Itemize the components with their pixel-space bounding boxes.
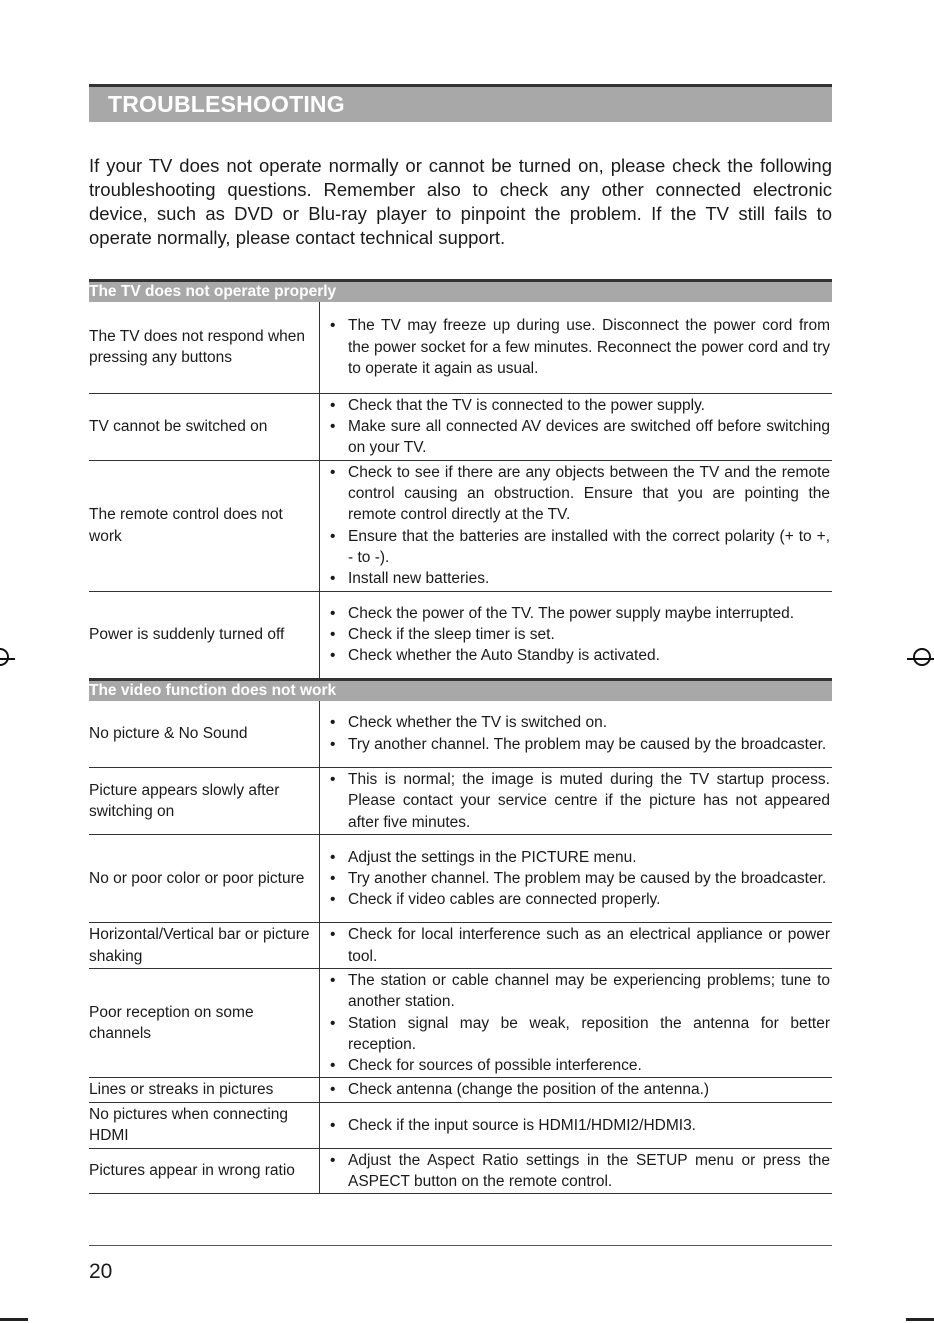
solution-text: Adjust the Aspect Ratio settings in the SETUP menu or press the ASPECT button on the remote control. — [348, 1151, 830, 1191]
solution-text: Make sure all connected AV devices are switched off before switching on your TV. — [348, 417, 830, 457]
solution-item — [330, 868, 830, 889]
problem-cell: Picture appears slowly after switching on — [89, 768, 320, 835]
solution-cell — [320, 1078, 833, 1102]
bullet-icon: • — [330, 1057, 336, 1075]
solution-item — [330, 526, 830, 569]
solution-list — [330, 1079, 830, 1100]
problem-cell: The TV does not respond when pressing any buttons — [89, 302, 320, 393]
solution-item — [330, 624, 830, 645]
bullet-icon: • — [330, 417, 336, 435]
solution-item — [330, 889, 830, 910]
solution-list — [330, 603, 830, 667]
solution-text: Try another channel. The problem may be caused by the broadcaster. — [348, 869, 827, 887]
bullet-icon: • — [330, 527, 336, 545]
bullet-icon: • — [330, 463, 336, 481]
table-row — [89, 835, 832, 923]
solution-text: Check if the sleep timer is set. — [348, 625, 555, 643]
solution-cell — [320, 923, 833, 969]
table-row — [89, 591, 832, 679]
problem-cell: No picture & No Sound — [89, 701, 320, 768]
section-title: The video function does not work — [89, 679, 832, 701]
solution-item — [330, 769, 830, 833]
solution-text: Station signal may be weak, reposition the antenna for better reception. — [348, 1014, 830, 1053]
table-row — [89, 969, 832, 1078]
bullet-icon: • — [330, 1116, 336, 1134]
solution-list — [330, 1150, 830, 1193]
solution-cell — [320, 591, 833, 679]
bullet-icon: • — [330, 714, 336, 732]
bullet-icon: • — [330, 396, 336, 414]
troubleshooting-table — [89, 279, 832, 1194]
bullet-icon: • — [330, 625, 336, 643]
table-row — [89, 1078, 832, 1102]
bullet-icon: • — [330, 604, 336, 622]
solution-text: Check that the TV is connected to the power supply. — [348, 396, 705, 414]
bullet-icon: • — [330, 647, 336, 665]
crop-mark-left — [0, 1318, 28, 1321]
problem-cell: Poor reception on some channels — [89, 969, 320, 1078]
solution-cell — [320, 701, 833, 768]
table-row — [89, 768, 832, 835]
problem-cell: The remote control does not work — [89, 460, 320, 591]
section-title: The TV does not operate properly — [89, 281, 832, 303]
section-header — [89, 679, 832, 701]
problem-cell: TV cannot be switched on — [89, 393, 320, 460]
bullet-icon: • — [330, 317, 336, 335]
bullet-icon: • — [330, 869, 336, 887]
solution-text: Ensure that the batteries are installed with the correct polarity (+ to +, - to -). — [348, 527, 830, 566]
solution-text: Check for sources of possible interference. — [348, 1057, 642, 1075]
solution-item — [330, 568, 830, 589]
table-row — [89, 460, 832, 591]
bullet-icon: • — [330, 848, 336, 866]
table-row — [89, 701, 832, 768]
bullet-icon: • — [330, 1014, 336, 1032]
problem-cell: Horizontal/Vertical bar or picture shaking — [89, 923, 320, 969]
solution-text: The station or cable channel may be experiencing problems; tune to another station. — [348, 972, 830, 1011]
table-row — [89, 923, 832, 969]
solution-text: Check if the input source is HDMI1/HDMI2/HDMI3. — [348, 1116, 696, 1134]
problem-cell: No pictures when connecting HDMI — [89, 1102, 320, 1148]
solution-list — [330, 847, 830, 911]
solution-text: Adjust the settings in the PICTURE menu. — [348, 848, 637, 866]
solution-text: Check to see if there are any objects between the TV and the remote control causing an obstruction. Ensure that you are pointing the remote control directly at the TV. — [348, 463, 830, 524]
solution-list — [330, 1115, 830, 1136]
crop-mark-right — [906, 1318, 934, 1321]
page-number: 20 — [89, 1260, 113, 1283]
bullet-icon: • — [330, 1081, 336, 1099]
solution-item — [330, 1055, 830, 1076]
solution-text: Check whether the TV is switched on. — [348, 714, 608, 732]
bullet-icon: • — [330, 570, 336, 588]
bullet-icon: • — [330, 1151, 336, 1169]
solution-item — [330, 847, 830, 868]
intro-paragraph: If your TV does not operate normally or cannot be turned on, please check the following troubleshooting questions. Remember also to check any other connected electronic device, such as DVD or Blu-ray player to pinpoint the problem. If the TV still fails to operate normally, please contact technical support. — [89, 155, 832, 248]
solution-item — [330, 603, 830, 624]
problem-cell: No or poor color or poor picture — [89, 835, 320, 923]
registration-mark-right — [907, 644, 934, 674]
solution-cell — [320, 393, 833, 460]
solution-text: Check antenna (change the position of the antenna.) — [348, 1081, 710, 1099]
solution-item — [330, 416, 830, 459]
solution-text: Check if video cables are connected properly. — [348, 891, 661, 909]
solution-text: The TV may freeze up during use. Disconnect the power cord from the power socket for a few minutes. Reconnect the power cord and try to operate it again as usual. — [348, 317, 830, 377]
solution-text: Check whether the Auto Standby is activated. — [348, 647, 660, 665]
problem-cell: Lines or streaks in pictures — [89, 1078, 320, 1102]
solution-list — [330, 462, 830, 590]
solution-list — [330, 970, 830, 1076]
solution-text: This is normal; the image is muted during the TV startup process. Please contact your service centre if the picture has not appeared after five minutes. — [348, 771, 830, 831]
solution-cell — [320, 969, 833, 1078]
table-row — [89, 1102, 832, 1148]
solution-item — [330, 712, 830, 733]
solution-item — [330, 1115, 830, 1136]
bullet-icon: • — [330, 771, 336, 789]
bullet-icon: • — [330, 972, 336, 989]
problem-cell: Pictures appear in wrong ratio — [89, 1148, 320, 1194]
bullet-icon: • — [330, 735, 336, 753]
solution-cell — [320, 768, 833, 835]
section-header — [89, 281, 832, 303]
solution-list — [330, 769, 830, 833]
solution-item — [330, 645, 830, 666]
solution-item — [330, 1013, 830, 1056]
solution-text: Try another channel. The problem may be caused by the broadcaster. — [348, 735, 827, 753]
solution-list — [330, 712, 830, 755]
solution-list — [330, 924, 830, 967]
problem-cell: Power is suddenly turned off — [89, 591, 320, 679]
solution-text: Check the power of the TV. The power supply maybe interrupted. — [348, 604, 795, 622]
solution-list — [330, 395, 830, 459]
solution-item — [330, 395, 830, 416]
table-row — [89, 302, 832, 393]
footer-divider — [89, 1245, 832, 1246]
solution-cell — [320, 460, 833, 591]
solution-item — [330, 462, 830, 526]
solution-item — [330, 924, 830, 967]
solution-list — [330, 315, 830, 379]
solution-cell — [320, 1102, 833, 1148]
solution-cell — [320, 835, 833, 923]
solution-cell — [320, 302, 833, 393]
solution-item — [330, 315, 830, 379]
solution-cell — [320, 1148, 833, 1194]
title-bar — [89, 84, 832, 122]
page-title: TROUBLESHOOTING — [108, 91, 345, 117]
bullet-icon: • — [330, 891, 336, 909]
table-row — [89, 393, 832, 460]
solution-item — [330, 1150, 830, 1193]
solution-item — [330, 734, 830, 755]
table-row — [89, 1148, 832, 1194]
bullet-icon: • — [330, 926, 336, 944]
solution-text: Install new batteries. — [348, 570, 490, 588]
solution-item — [330, 970, 830, 1013]
solution-item — [330, 1079, 830, 1100]
registration-mark-left — [0, 644, 15, 674]
solution-text: Check for local interference such as an electrical appliance or power tool. — [348, 926, 830, 965]
